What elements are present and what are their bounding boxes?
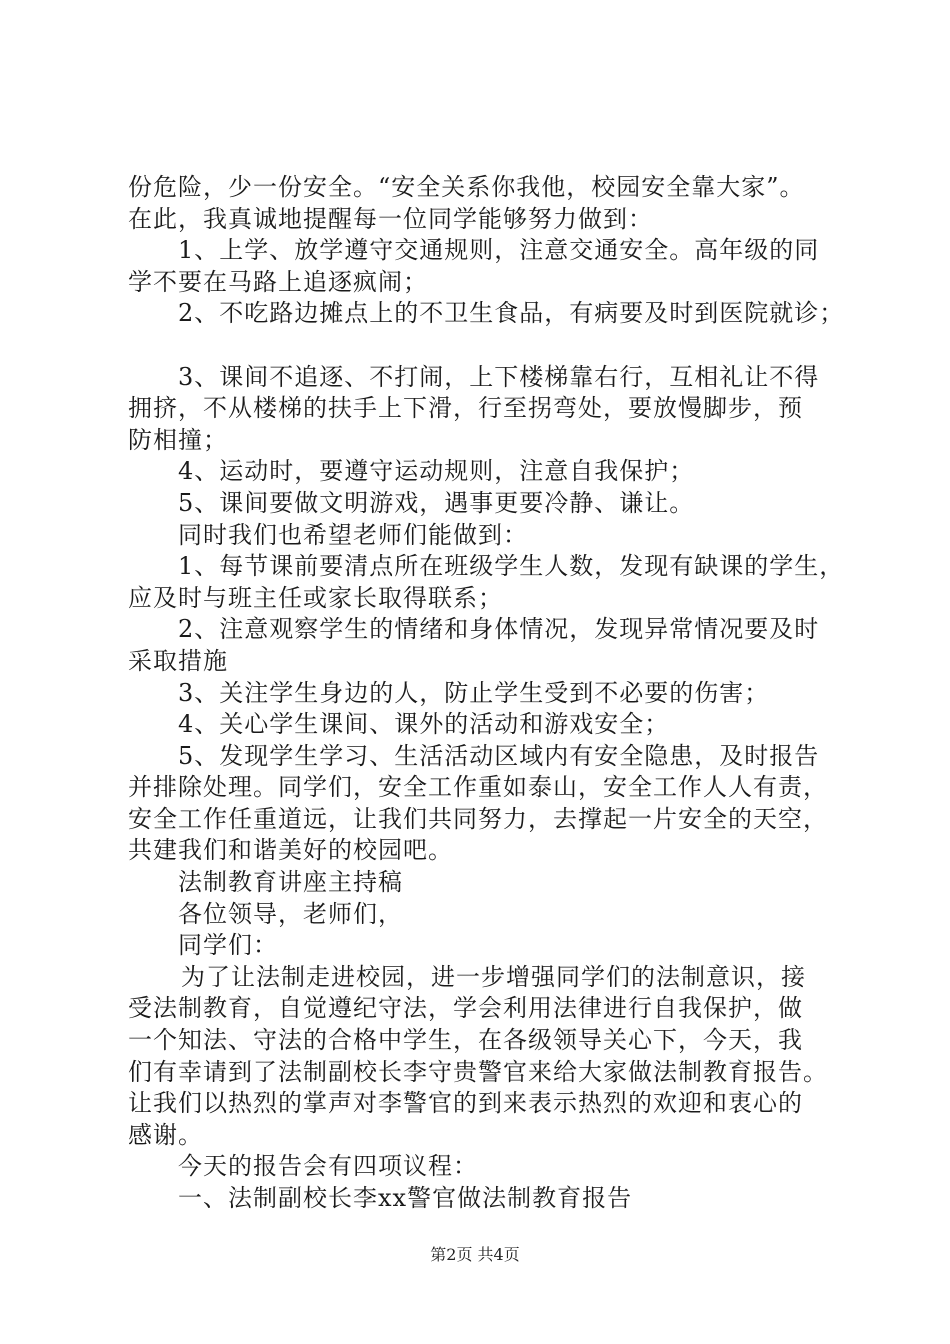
text-line: 1、每节课前要清点所在班级学生人数，发现有缺课的学生，	[178, 552, 845, 581]
text-line: 同时我们也希望老师们能做到：	[178, 520, 528, 549]
text-line: 一、法制副校长李xx警官做法制教育报告	[178, 1184, 633, 1212]
text-line: 为了让法制走进校园，进一步增强同学们的法制意识，接	[181, 962, 806, 991]
text-line: 1、上学、放学遵守交通规则，注意交通安全。高年级的同	[178, 236, 820, 265]
page-number-footer: 第2页 共4页	[430, 1245, 520, 1264]
text-line: 应及时与班主任或家长取得联系；	[128, 583, 503, 612]
text-line: 4、运动时，要遵守运动规则，注意自我保护；	[178, 457, 695, 486]
text-line: 受法制教育，自觉遵纪守法，学会利用法律进行自我保护，做	[128, 994, 803, 1023]
text-line: 安全工作任重道远，让我们共同努力，去撑起一片安全的天空，	[128, 804, 828, 833]
text-line: 学不要在马路上追逐疯闹；	[128, 267, 428, 296]
blank-line	[128, 330, 863, 362]
text-line: 2、不吃路边摊点上的不卫生食品，有病要及时到医院就诊；	[178, 299, 845, 328]
section-title: 法制教育讲座主持稿	[178, 868, 403, 897]
text-line: 拥挤，不从楼梯的扶手上下滑，行至拐弯处，要放慢脚步，预	[128, 394, 803, 423]
text-line: 同学们：	[178, 931, 278, 960]
text-line: 感谢。	[128, 1120, 203, 1149]
text-line: 4、关心学生课间、课外的活动和游戏安全；	[178, 710, 670, 739]
text-line: 共建我们和谐美好的校园吧。	[128, 836, 453, 865]
text-line: 防相撞；	[128, 425, 228, 454]
text-line: 采取措施	[128, 646, 228, 675]
text-line: 并排除处理。同学们，安全工作重如泰山，安全工作人人有责，	[128, 773, 828, 802]
text-line: 5、课间要做文明游戏，遇事更要冷静、谦让。	[178, 488, 695, 517]
text-line: 5、发现学生学习、生活活动区域内有安全隐患，及时报告	[178, 741, 820, 770]
text-line: 3、关注学生身边的人，防止学生受到不必要的伤害；	[178, 678, 770, 707]
document-body	[128, 172, 863, 1215]
text-line: 们有幸请到了法制副校长李守贵警官来给大家做法制教育报告。	[128, 1057, 828, 1086]
text-line: 让我们以热烈的掌声对李警官的到来表示热烈的欢迎和衷心的	[128, 1089, 803, 1118]
text-line: 今天的报告会有四项议程：	[178, 1152, 478, 1181]
text-line: 2、注意观察学生的情绪和身体情况，发现异常情况要及时	[178, 615, 820, 644]
text-line: 在此，我真诚地提醒每一位同学能够努力做到：	[128, 204, 653, 233]
text-line: 一个知法、守法的合格中学生，在各级领导关心下，今天，我	[128, 1026, 803, 1055]
text-line: 3、课间不追逐、不打闹，上下楼梯靠右行，互相礼让不得	[178, 362, 820, 391]
text-line: 份危险，少一份安全。“安全关系你我他，校园安全靠大家”。	[128, 173, 805, 201]
text-line: 各位领导，老师们，	[178, 899, 403, 928]
